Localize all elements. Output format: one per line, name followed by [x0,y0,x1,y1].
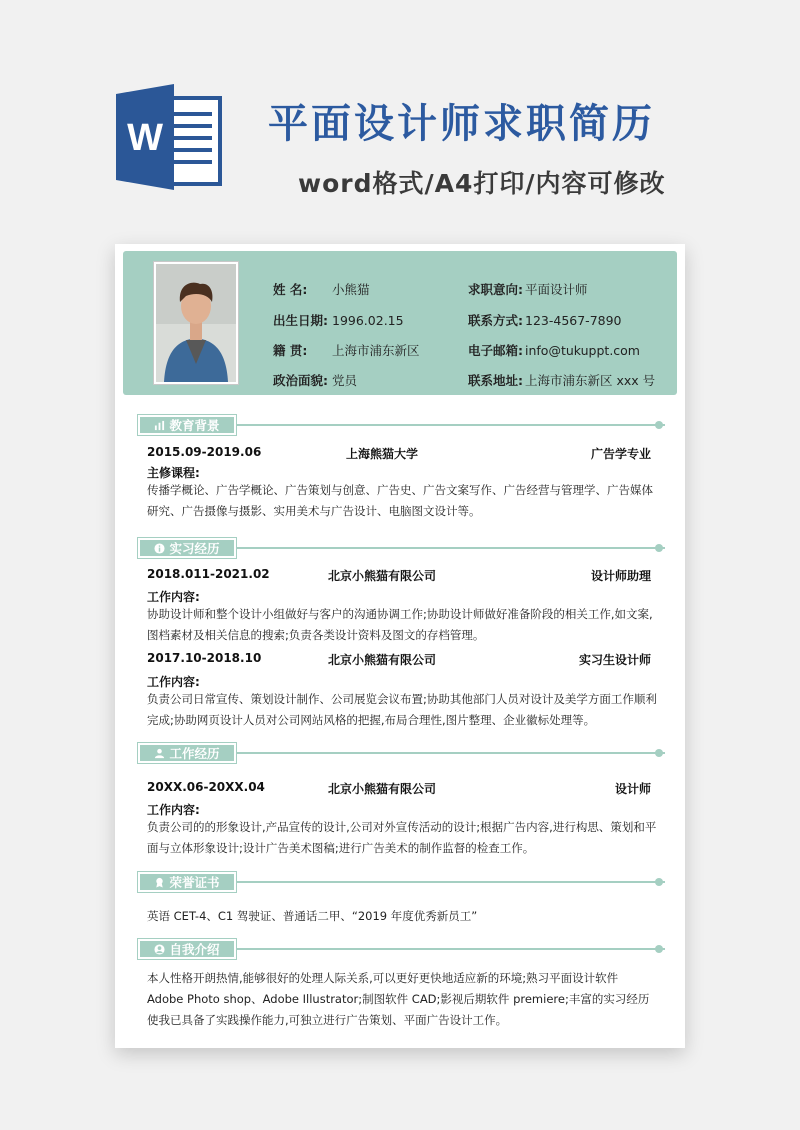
work-content-label: 工作内容: [147,590,200,604]
job-intention-field: 求职意向: 平面设计师 [468,282,588,297]
courses-label: 主修课程: [147,466,200,480]
work-row: 20XX.06-20XX.04 北京小熊猫有限公司 设计师 [147,780,651,796]
work-content: 负责公司的的形象设计,产品宣传的设计,公司对外宣传活动的设计;根据广告内容,进行构思、策划和平面与立体形象设计;设计广告美术图稿;进行广告美术的制作监督的检查工作。 [147,820,657,855]
info-icon [154,543,165,554]
word-letter: W [127,117,163,159]
divider-dot [655,878,663,886]
profile-photo [153,261,239,385]
courses-text: 传播学概论、广告学概论、广告策划与创意、广告史、广告文案写作、广告经营与管理学、广告媒体研究、广告摄像与摄影、实用美术与广告设计、电脑图文设计等。 [147,483,653,518]
internship-row-1: 2018.011-2021.02 北京小熊猫有限公司 设计师助理 [147,567,651,583]
phone-field: 联系方式: 123-4567-7890 [468,313,622,328]
person-icon [154,944,165,955]
section-heading-education: 教育背景 [137,414,237,436]
internship-content-1: 协助设计师和整个设计小组做好与客户的沟通协调工作;协助设计师做好准备阶段的相关工作,如文案,图档素材及相关信息的搜索;负责各类设计资料及图文的存档管理。 [147,607,653,642]
divider-dot [655,544,663,552]
profile-header [123,251,677,395]
person-avatar-icon [156,264,236,382]
education-row: 2015.09-2019.06 上海熊猫大学 广告学专业 [147,445,651,461]
section-heading-internship: 实习经历 [137,537,237,559]
award-icon [154,877,165,888]
internship-content-2: 负责公司日常宣传、策划设计制作、公司展览会议布置;协助其他部门人员对设计及美学方面工作顺利完成;协助网页设计人员对公司网站风格的把握,布局合理性,图片整理、企业徽标处理等。 [147,692,657,727]
banner [0,0,800,240]
section-heading-about: 自我介绍 [137,938,237,960]
section-heading-honors: 荣誉证书 [137,871,237,893]
user-icon [154,748,165,759]
birthdate-field: 出生日期: 1996.02.15 [273,313,404,328]
divider-dot [655,749,663,757]
work-content-label: 工作内容: [147,675,200,689]
work-content-label: 工作内容: [147,803,200,817]
resume-page [115,244,685,1048]
hometown-field: 籍 贯: 上海市浦东新区 [273,343,420,358]
word-document-icon [116,84,228,190]
page-subtitle: word格式/A4打印/内容可修改 [298,169,666,198]
page-title: 平面设计师求职简历 [268,101,655,147]
internship-row-2: 2017.10-2018.10 北京小熊猫有限公司 实习生设计师 [147,651,651,667]
address-field: 联系地址: 上海市浦东新区 xxx 号 [468,373,656,388]
divider-dot [655,945,663,953]
bar-chart-icon [154,420,165,431]
divider-dot [655,421,663,429]
about-text: 本人性格开朗热情,能够很好的处理人际关系,可以更好更快地适应新的环境;熟习平面设计软件 Adobe Photo shop、Adobe Illustrator;制图软件 CAD;影视后期软件 premiere;丰富的实习经历使我已具备了实践操作能力,可独立进行广告策划、平面广告设计工作。 [147,971,650,1027]
political-status-field: 政治面貌: 党员 [273,373,358,388]
section-heading-work: 工作经历 [137,742,237,764]
honors-text: 英语 CET-4、C1 驾驶证、普通话二甲、“2019 年度优秀新员工” [147,909,478,923]
email-field: 电子邮箱: info@tukuppt.com [468,343,640,358]
name-field: 姓 名: 小熊猫 [273,282,370,297]
